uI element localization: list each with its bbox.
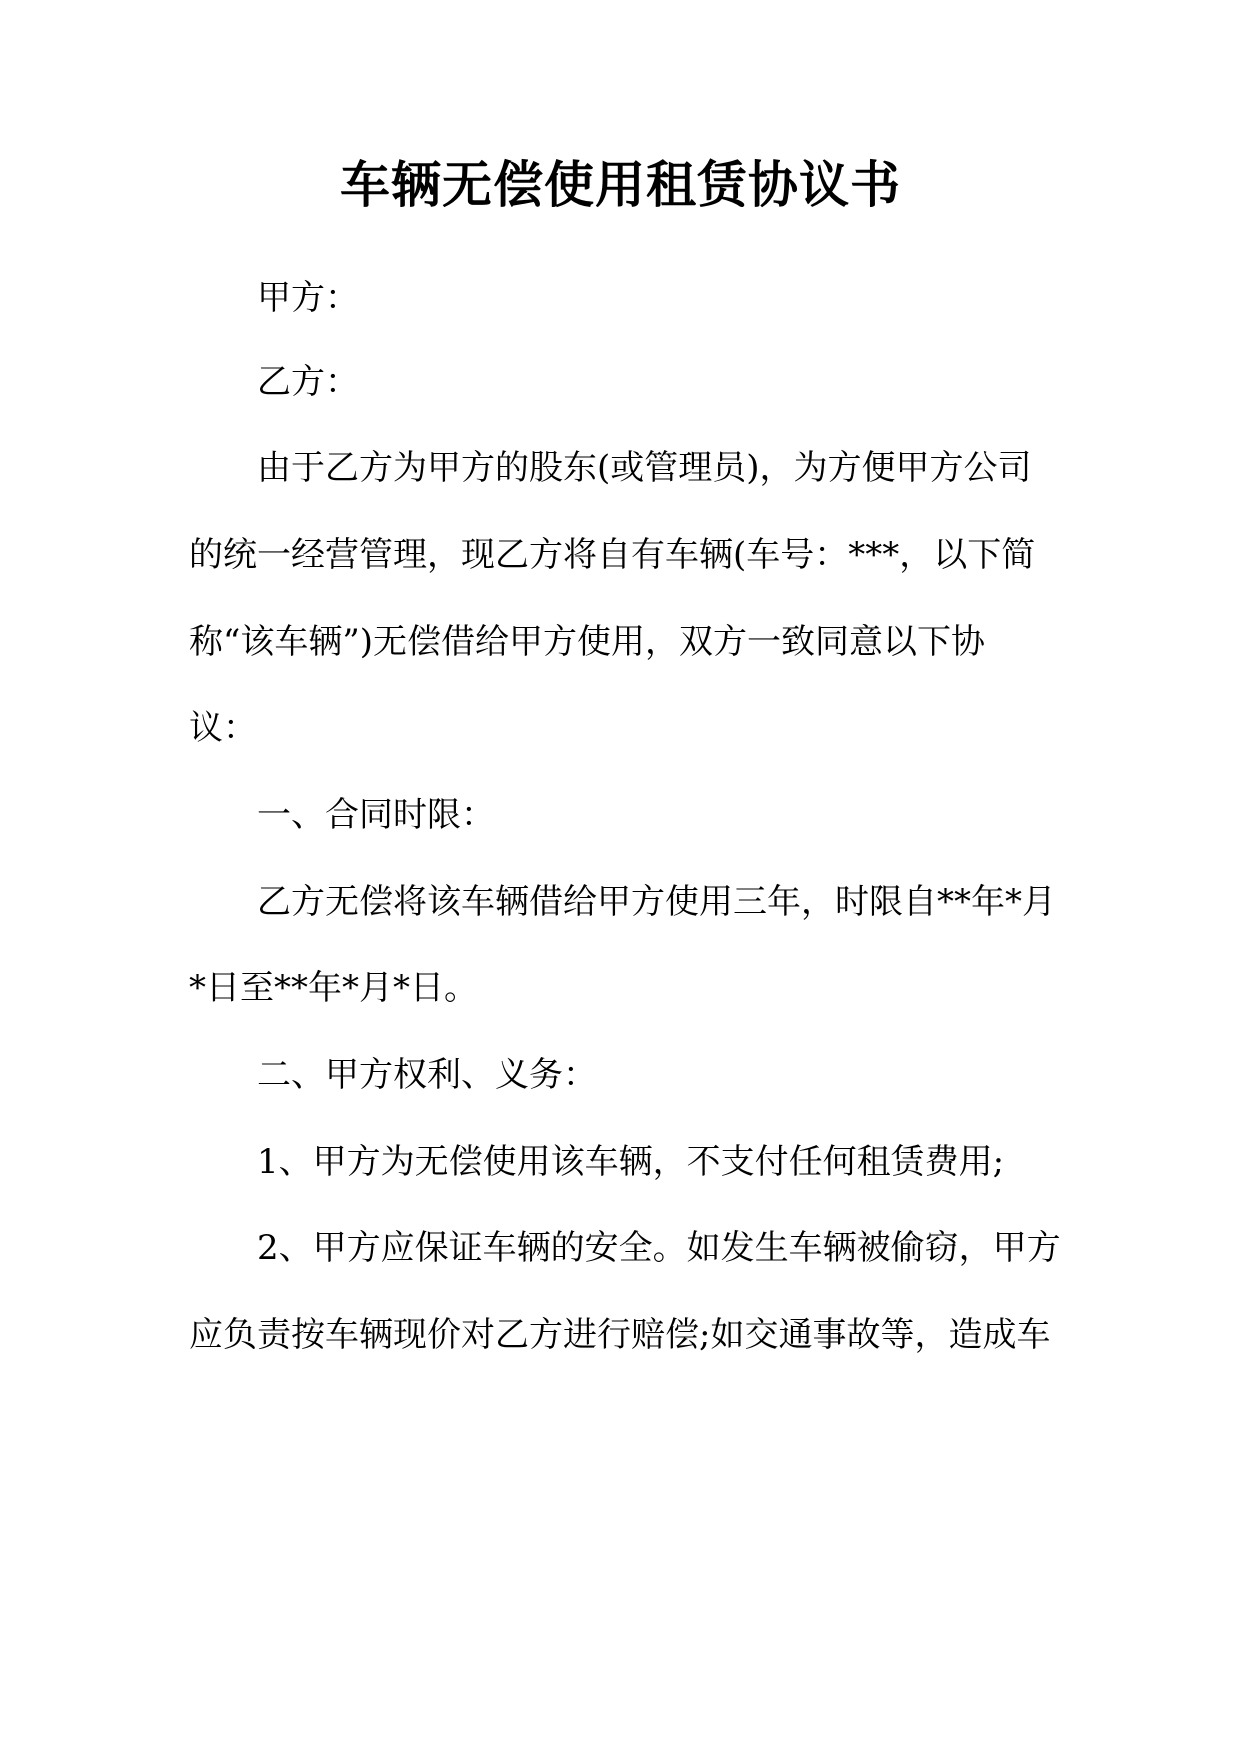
- term-line-2: *日至**年*月*日。: [189, 968, 478, 1008]
- preamble-line-2: 的统一经营管理，现乙方将自有车辆(车号：***，以下简: [189, 535, 1036, 575]
- party-a-line: 甲方：: [257, 278, 359, 318]
- clause-2-line-1: 2、甲方应保证车辆的安全。如发生车辆被偷窃，甲方: [257, 1228, 1061, 1268]
- section-2-heading: 二、甲方权利、义务：: [257, 1055, 597, 1095]
- preamble-line-1: 由于乙方为甲方的股东(或管理员)，为方便甲方公司: [257, 448, 1032, 488]
- document-title: 车辆无偿使用租赁协议书: [340, 156, 901, 214]
- section-1-heading: 一、合同时限：: [257, 795, 495, 835]
- preamble-line-4: 议：: [189, 708, 257, 748]
- clause-2-line-2: 应负责按车辆现价对乙方进行赔偿;如交通事故等，造成车: [189, 1315, 1051, 1355]
- clause-1-line: 1、甲方为无偿使用该车辆，不支付任何租赁费用;: [257, 1142, 1005, 1182]
- term-line-1: 乙方无偿将该车辆借给甲方使用三年，时限自**年*月: [257, 882, 1056, 922]
- preamble-line-3: 称“该车辆”)无偿借给甲方使用，双方一致同意以下协: [189, 622, 986, 662]
- party-b-line: 乙方：: [257, 362, 359, 402]
